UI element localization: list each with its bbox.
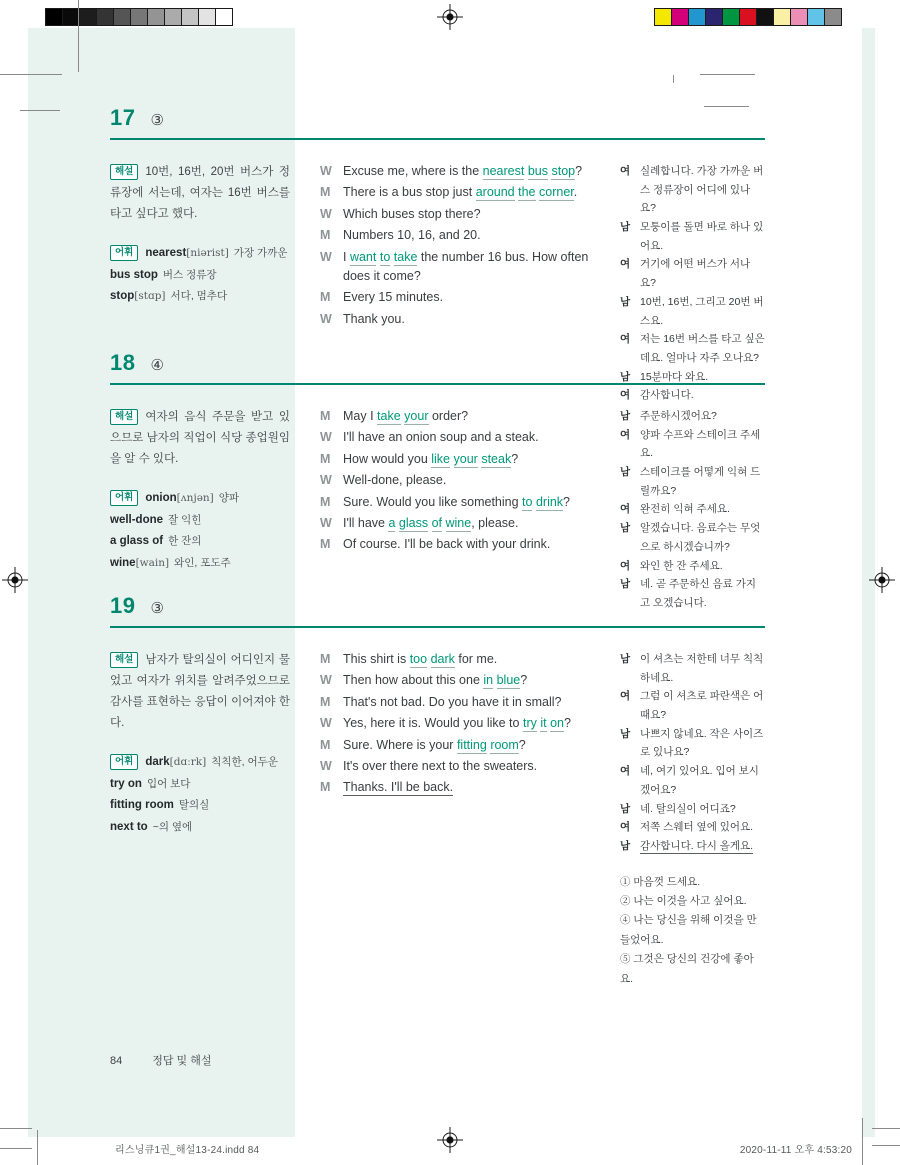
- highlighted-phrase: corner: [539, 185, 574, 200]
- speaker-label: M: [320, 652, 331, 666]
- translation-text: 스테이크를 어떻게 익혀 드릴까요?: [640, 466, 761, 497]
- dialogue-text: Every 15 minutes.: [343, 290, 444, 305]
- grayscale-calibration-bar: [46, 8, 233, 26]
- grayscale-swatch: [215, 8, 233, 26]
- vocab-term: well-done: [110, 513, 164, 526]
- highlighted-phrase: your: [453, 451, 478, 466]
- dialogue-line: [320, 248, 605, 287]
- speaker-label: W: [320, 473, 332, 488]
- explanation-text: 해설 10번, 16번, 20번 버스가 정류장에 서는데, 여자는 16번 버스를 타고 싶다고 했다.: [110, 166, 290, 220]
- color-swatch: [705, 8, 723, 26]
- dialogue-text: Numbers 10, 16, and 20.: [343, 228, 481, 243]
- dialogue-line: [320, 535, 605, 554]
- vocabulary-list: [110, 243, 290, 309]
- crop-mark: [872, 1128, 900, 1129]
- grayscale-swatch: [79, 8, 97, 26]
- vocabulary-item: [110, 488, 290, 510]
- vocab-meaning: ~의 옆에: [152, 821, 193, 834]
- dialogue-column: [320, 650, 605, 989]
- vocabulary-list: [110, 752, 290, 839]
- dialogue-text: I'll have a glass of wine, please.: [343, 515, 519, 530]
- crop-mark: [872, 1145, 900, 1146]
- vocab-pronunciation: [stɑp]: [134, 290, 166, 303]
- registration-mark-bottom: [437, 1127, 463, 1153]
- crop-mark: [78, 0, 79, 72]
- speaker-label: M: [320, 537, 331, 552]
- translation-line: [620, 818, 765, 837]
- translation-line: [620, 255, 765, 292]
- crop-mark: [0, 1128, 32, 1129]
- answer-choice: ③: [150, 600, 164, 617]
- print-timestamp: 2020-11-11 오후 4:53:20: [739, 1145, 852, 1156]
- dialogue-text: Yes, here it is. Would you like to try it on?: [343, 716, 571, 731]
- speaker-label: W: [320, 673, 332, 688]
- dialogue-line: [320, 757, 605, 776]
- speaker-label: M: [320, 694, 331, 709]
- highlighted-phrase: the: [518, 185, 536, 200]
- color-swatch: [756, 8, 774, 26]
- translation-line: [620, 800, 765, 819]
- section-header: [110, 350, 765, 376]
- speaker-label: M: [320, 737, 331, 752]
- color-swatch: [671, 8, 689, 26]
- speaker-label-korean: 여: [620, 428, 631, 441]
- speaker-label: W: [320, 164, 332, 178]
- print-filename: 리스닝큐1권_해설13-24.indd 84: [115, 1145, 260, 1156]
- question-number: 19: [110, 593, 136, 618]
- highlighted-phrase: blue: [496, 673, 521, 688]
- section-columns: [110, 650, 765, 989]
- translation-column: [620, 650, 765, 989]
- translation-line: [620, 426, 765, 463]
- vocabulary-item: [110, 817, 290, 839]
- vocabulary-item: [110, 286, 290, 308]
- answer-option: ① 마음껏 드세요.: [620, 875, 701, 888]
- highlighted-phrase: a: [388, 515, 396, 530]
- dialogue-line: [320, 471, 605, 490]
- speaker-label: W: [320, 430, 332, 445]
- grayscale-swatch: [130, 8, 148, 26]
- speaker-label: M: [320, 451, 331, 466]
- answer-choice: ④: [150, 357, 164, 374]
- vocabulary-list: [110, 488, 290, 575]
- dialogue-line: [320, 671, 605, 690]
- crop-mark: [700, 74, 755, 75]
- crop-mark: [862, 1118, 863, 1165]
- highlighted-phrase: glass: [398, 515, 429, 530]
- speaker-label: M: [320, 185, 331, 200]
- explanation-column: [110, 407, 290, 613]
- page-footer-label: 정답 및 해설: [152, 1055, 212, 1067]
- speaker-label-korean: 남: [620, 295, 631, 308]
- vocab-meaning: 칙칙한, 어두운: [211, 755, 278, 768]
- speaker-label-korean: 여: [620, 333, 631, 346]
- highlighted-phrase: drink: [535, 494, 564, 509]
- translation-text: 거기에 어떤 버스가 서나요?: [640, 258, 751, 290]
- dialogue-line: [320, 428, 605, 447]
- color-calibration-bar: [655, 8, 842, 26]
- speaker-label: M: [320, 290, 331, 305]
- speaker-label: M: [320, 780, 331, 795]
- highlighted-phrase: in: [483, 673, 494, 688]
- speaker-label-korean: 여: [620, 690, 631, 703]
- section-divider: [110, 383, 765, 385]
- speaker-label: W: [320, 206, 332, 221]
- underlined-phrase: Thanks. I'll be back.: [343, 780, 454, 795]
- highlighted-phrase: try: [522, 716, 537, 731]
- vocab-meaning: 한 잔의: [168, 535, 202, 548]
- translation-text: [640, 837, 765, 856]
- speaker-label-korean: 남: [620, 578, 631, 591]
- dialogue-line: [320, 310, 605, 329]
- translation-text: 완전히 익혀 주세요.: [640, 503, 730, 516]
- vocab-term: a glass of: [110, 535, 164, 548]
- dialogue-text: How would you like your steak?: [343, 451, 519, 466]
- grayscale-swatch: [147, 8, 165, 26]
- dialogue-line: [320, 288, 605, 307]
- vocab-term: dark: [145, 755, 170, 768]
- highlighted-phrase: stop: [551, 164, 576, 178]
- vocab-meaning: 잘 익힌: [168, 513, 202, 526]
- speaker-label: M: [320, 228, 331, 243]
- translation-line: [620, 519, 765, 556]
- translation-text: 네. 탈의실이 어디죠?: [640, 802, 736, 815]
- translation-line: [620, 837, 765, 856]
- explanation-column: [110, 650, 290, 989]
- dialogue-line: [320, 514, 605, 533]
- explanation-badge: 해설: [110, 409, 138, 425]
- speaker-label: W: [320, 515, 332, 530]
- vocabulary-item: [110, 752, 290, 774]
- speaker-label: W: [320, 311, 332, 326]
- grayscale-swatch: [164, 8, 182, 26]
- translation-line: [620, 162, 765, 218]
- speaker-label-korean: 남: [620, 370, 631, 383]
- answer-option: ④ 나는 당신을 위해 이것을 만들었어요.: [620, 914, 757, 946]
- translation-line: [620, 293, 765, 330]
- grayscale-swatch: [96, 8, 114, 26]
- dialogue-text: This shirt is too dark for me.: [343, 652, 498, 666]
- highlighted-phrase: it: [540, 716, 547, 731]
- vocab-meaning: 입어 보다: [146, 777, 191, 790]
- vocab-meaning: 양파: [218, 491, 240, 504]
- section-header: [110, 105, 765, 131]
- translation-line: [620, 687, 765, 724]
- speaker-label: W: [320, 758, 332, 773]
- speaker-label-korean: 남: [620, 802, 631, 815]
- dialogue-text: I'll have an onion soup and a steak.: [343, 430, 539, 445]
- translation-text: 네, 여기 있어요. 입어 보시겠어요?: [640, 765, 759, 796]
- dialogue-text: Well-done, please.: [343, 473, 447, 488]
- dialogue-text: Thank you.: [343, 311, 405, 326]
- speaker-label-korean: 여: [620, 389, 631, 402]
- translation-text: 15분마다 와요.: [640, 370, 709, 383]
- question-number: 18: [110, 350, 136, 375]
- answer-choice: ③: [150, 112, 164, 129]
- vocabulary-item: [110, 795, 290, 817]
- explanation-badge: 해설: [110, 164, 138, 180]
- question-section: [110, 593, 765, 989]
- page-number: 84: [110, 1055, 123, 1067]
- dialogue-text: It's over there next to the sweaters.: [343, 758, 538, 773]
- speaker-label-korean: 여: [620, 821, 631, 834]
- answer-option: ② 나는 이것을 사고 싶어요.: [620, 894, 747, 907]
- highlighted-phrase: steak: [481, 451, 512, 466]
- translation-line: [620, 218, 765, 255]
- translation-text: 양파 수프와 스테이크 주세요.: [640, 428, 761, 460]
- translation-line: [620, 650, 765, 687]
- answer-options: [620, 873, 765, 990]
- speaker-label: W: [320, 716, 332, 731]
- dialogue-text: May I take your order?: [343, 409, 469, 423]
- highlighted-phrase: of: [431, 515, 443, 530]
- crop-mark: [37, 1130, 38, 1165]
- speaker-label-korean: 남: [620, 522, 631, 535]
- speaker-label-korean: 여: [620, 559, 631, 572]
- translation-text: 저쪽 스웨터 옆에 있어요.: [640, 821, 754, 834]
- vocabulary-item: [110, 265, 290, 287]
- highlighted-phrase: dark: [430, 652, 455, 666]
- crop-mark: [0, 1148, 32, 1149]
- grayscale-swatch: [198, 8, 216, 26]
- color-swatch: [790, 8, 808, 26]
- vocab-term: try on: [110, 777, 142, 790]
- dialogue-text: I want to take the number 16 bus. How often does it come?: [343, 249, 589, 283]
- vocab-term: fitting room: [110, 799, 174, 812]
- translation-text: 알겠습니다. 음료수는 무엇으로 하시겠습니까?: [640, 522, 761, 553]
- registration-mark-right: [869, 567, 895, 593]
- question-section: [110, 350, 765, 613]
- grayscale-swatch: [181, 8, 199, 26]
- dialogue-text: Sure. Where is your fitting room?: [343, 737, 526, 752]
- explanation-text: 해설 남자가 탈의실이 어디인지 물었고 여자가 위치를 알려주었으므로 감사를 표현하는 응답이 이어져야 한다.: [110, 654, 290, 729]
- vocabulary-badge: 어휘: [110, 754, 138, 770]
- dialogue-text: Of course. I'll be back with your drink.: [343, 537, 551, 552]
- translation-text: 감사합니다.: [640, 389, 694, 402]
- vocab-term: onion: [145, 491, 177, 504]
- vocab-term: stop: [110, 290, 135, 303]
- registration-mark-left: [2, 567, 28, 593]
- translation-line: [620, 557, 765, 576]
- translation-text: 와인 한 잔 주세요.: [640, 559, 723, 572]
- dialogue-line: [320, 162, 605, 181]
- vocab-term: next to: [110, 821, 148, 834]
- explanation-badge: 해설: [110, 652, 138, 668]
- crop-mark: [673, 75, 674, 83]
- dialogue-line: [320, 407, 605, 426]
- translation-text: 나쁘지 않네요. 작은 사이즈로 있나요?: [640, 727, 764, 759]
- dialogue-line: [320, 205, 605, 224]
- translation-text: 저는 16번 버스를 타고 싶은데요. 얼마나 자주 오나요?: [640, 333, 765, 364]
- vocab-pronunciation: [dɑːrk]: [169, 755, 207, 768]
- highlighted-phrase: your: [404, 409, 429, 423]
- dialogue-line: [320, 450, 605, 469]
- speaker-label-korean: 남: [620, 410, 631, 422]
- dialogue-line: [320, 693, 605, 712]
- highlighted-phrase: fitting: [456, 737, 487, 752]
- vocab-term: wine: [110, 557, 136, 570]
- dialogue-line: [320, 226, 605, 245]
- vocab-pronunciation: [wain]: [135, 557, 170, 570]
- section-columns: [110, 407, 765, 613]
- vocabulary-item: [110, 510, 290, 532]
- dialogue-text: Excuse me, where is the nearest bus stop?: [343, 164, 583, 178]
- dialogue-column: [320, 407, 605, 613]
- highlighted-phrase: like: [431, 451, 451, 466]
- grayscale-swatch: [45, 8, 63, 26]
- highlighted-phrase: room: [490, 737, 519, 752]
- underlined-phrase: 감사합니다. 다시 올게요.: [640, 839, 754, 852]
- section-divider: [110, 626, 765, 628]
- color-swatch: [807, 8, 825, 26]
- translation-text: 10번, 16번, 그리고 20번 버스요.: [640, 295, 764, 327]
- speaker-label: M: [320, 494, 331, 509]
- translation-text: 네. 곧 주문하신 음료 가지고 오겠습니다.: [640, 578, 757, 609]
- dialogue-text: Sure. Would you like something to drink?: [343, 494, 570, 509]
- color-swatch: [824, 8, 842, 26]
- vocabulary-item: [110, 243, 290, 265]
- highlighted-phrase: nearest: [482, 164, 525, 178]
- highlighted-phrase: to: [522, 494, 533, 509]
- vocab-meaning: 탈의실: [178, 799, 210, 812]
- speaker-label: M: [320, 409, 331, 423]
- translation-line: [620, 725, 765, 762]
- translation-line: [620, 407, 765, 426]
- highlighted-phrase: to: [379, 249, 391, 264]
- translation-column: [620, 407, 765, 613]
- vocabulary-item: [110, 553, 290, 575]
- vocabulary-item: [110, 774, 290, 796]
- speaker-label-korean: 여: [620, 165, 631, 177]
- vocabulary-badge: 어휘: [110, 490, 138, 506]
- highlighted-phrase: take: [393, 249, 418, 264]
- vocab-meaning: 버스 정류장: [162, 268, 217, 281]
- dialogue-text: [343, 778, 605, 797]
- speaker-label-korean: 여: [620, 765, 631, 778]
- highlighted-phrase: wine: [445, 515, 472, 530]
- translation-text: 이 셔츠는 저한테 너무 칙칙하네요.: [640, 653, 764, 684]
- translation-text: 주문하시겠어요?: [640, 410, 717, 422]
- color-swatch: [739, 8, 757, 26]
- highlighted-phrase: on: [550, 716, 564, 731]
- highlighted-phrase: too: [409, 652, 428, 666]
- translation-line: [620, 500, 765, 519]
- dialogue-line: [320, 493, 605, 512]
- dialogue-text: That's not bad. Do you have it in small?: [343, 694, 562, 709]
- crop-mark: [20, 110, 60, 111]
- section-header: [110, 593, 765, 619]
- dialogue-line: [320, 183, 605, 202]
- registration-mark-top: [437, 4, 463, 30]
- vocab-term: bus stop: [110, 268, 158, 281]
- dialogue-text: Then how about this one in blue?: [343, 673, 528, 688]
- speaker-label-korean: 남: [620, 653, 631, 665]
- color-swatch: [688, 8, 706, 26]
- grayscale-swatch: [113, 8, 131, 26]
- dialogue-line: [320, 736, 605, 755]
- vocabulary-item: [110, 531, 290, 553]
- crop-mark: [0, 74, 62, 75]
- vocab-term: nearest: [145, 246, 187, 259]
- translation-line: [620, 463, 765, 500]
- speaker-label-korean: 남: [620, 839, 631, 852]
- highlighted-phrase: bus: [527, 164, 548, 178]
- dialogue-line: [320, 650, 605, 669]
- section-divider: [110, 138, 765, 140]
- answer-option: ⑤ 그것은 당신의 건강에 좋아요.: [620, 953, 754, 985]
- color-swatch: [654, 8, 672, 26]
- explanation-text: 해설 여자의 음식 주문을 받고 있으므로 남자의 직업이 식당 종업원임을 알 수 있다.: [110, 411, 290, 465]
- question-number: 17: [110, 105, 136, 130]
- vocab-meaning: 서다, 멈추다: [170, 290, 228, 303]
- speaker-label: W: [320, 249, 332, 264]
- speaker-label-korean: 여: [620, 258, 631, 271]
- translation-text: 모퉁이를 돌면 바로 하나 있어요.: [640, 221, 764, 252]
- dialogue-line: [320, 714, 605, 733]
- dialogue-text: Which buses stop there?: [343, 206, 481, 221]
- translation-text: 그럼 이 셔츠로 파란색은 어때요?: [640, 690, 764, 722]
- translation-line: [620, 762, 765, 799]
- color-swatch: [722, 8, 740, 26]
- dialogue-text: There is a bus stop just around the corner.: [343, 185, 578, 200]
- vocab-meaning: 가장 가까운: [233, 246, 288, 259]
- speaker-label-korean: 남: [620, 727, 631, 740]
- highlighted-phrase: take: [377, 409, 401, 423]
- page-footer: [110, 1052, 212, 1068]
- speaker-label-korean: 남: [620, 466, 631, 479]
- highlighted-phrase: around: [475, 185, 515, 200]
- speaker-label-korean: 여: [620, 503, 631, 516]
- vocab-meaning: 와인, 포도주: [174, 557, 231, 570]
- color-swatch: [773, 8, 791, 26]
- vocab-pronunciation: [ʌnjən]: [176, 491, 214, 504]
- dialogue-line: [320, 778, 605, 797]
- vocab-pronunciation: [niərist]: [186, 246, 229, 259]
- speaker-label-korean: 남: [620, 221, 631, 234]
- translation-text: 실례합니다. 가장 가까운 버스 정류장이 어디에 있나요?: [640, 165, 764, 215]
- vocabulary-badge: 어휘: [110, 245, 138, 261]
- highlighted-phrase: want: [349, 249, 377, 264]
